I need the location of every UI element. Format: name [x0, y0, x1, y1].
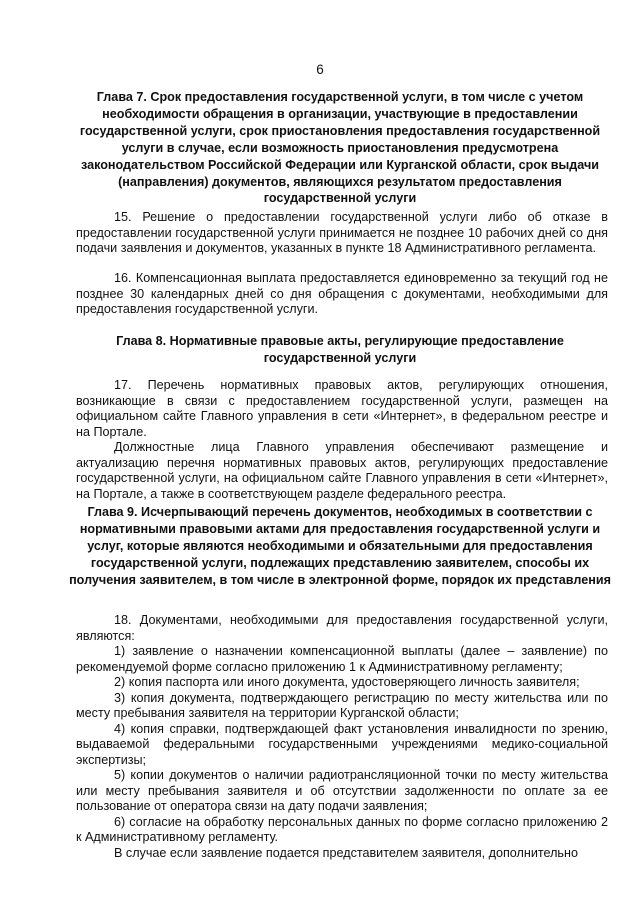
representative-clause: В случае если заявление подается представителем заявителя, дополнительно — [114, 845, 578, 860]
chapter-7-heading: Глава 7. Срок предоставления государственной услуги, в том числе с учетом необходимости обращения в организации, участвующие в предоставлении государственной услуги, срок приостановления предоставления государственной услуги в случае, если возможность приостановления предусмотрена законодательством Российской Федерации или Курганской области, срок выдачи (направления) документов, являющихся результатом предоставления государственной услуги — [79, 90, 601, 206]
chapter-9-heading: Глава 9. Исчерпывающий перечень документов, необходимых в соответствии с нормативными правовыми актами для предоставления государственной услуги и услуг, которые являются необходимыми и обязательными для предоставления государственной услуги, подлежащих представлению заявителем, способы их получения заявителем, в том числе в электронной форме, порядок их представления — [69, 505, 611, 587]
paragraph-17 — [76, 378, 608, 502]
paragraph-16 — [76, 271, 608, 318]
page-number: 6 — [316, 62, 324, 77]
paragraph-15 — [76, 210, 608, 257]
paragraph-18-intro: 18. Документами, необходимыми для предоставления государственной услуги, являются: — [76, 613, 608, 643]
paragraph-17-continued: Должностные лица Главного управления обеспечивают размещение и актуализацию перечня нормативных правовых актов, регулирующих предоставление государственной услуги, на официальном сайте Главного управления в сети «Интернет», на Портале, а также в соответствующем разделе федерального реестра. — [76, 440, 608, 501]
paragraph-15-text: 15. Решение о предоставлении государственной услуги либо об отказе в предоставлении государственной услуги принимается не позднее 10 рабочих дней со дня подачи заявления и документов, указанных в пункте 18 Административного регламента. — [76, 210, 608, 255]
paragraph-16-text: 16. Компенсационная выплата предоставляется единовременно за текущий год не позднее 30 календарных дней со дня обращения с документами, необходимыми для предоставления государственной услуги. — [76, 271, 608, 316]
document-list-item: 4) копия справки, подтверждающей факт установления инвалидности по зрению, выдаваемой федеральными государственными учреждениями медико-социальной экспертизы; — [76, 721, 608, 767]
document-list-item: 1) заявление о назначении компенсационной выплаты (далее – заявление) по рекомендуемой форме согласно приложению 1 к Административному регламенту; — [76, 644, 608, 674]
document-list-item: 2) копия паспорта или иного документа, удостоверяющего личность заявителя; — [114, 675, 580, 689]
document-list-item: 3) копия документа, подтверждающего регистрацию по месту жительства или по месту пребывания заявителя на территории Курганской области; — [76, 690, 608, 720]
document-list-item: 5) копии документов о наличии радиотрансляционной точки по месту жительства или месту пребывания заявителя и об отсутствии задолженности по оплате за ее пользование от оператора связи на дату подачи заявления; — [76, 768, 608, 813]
document-list-item: 6) согласие на обработку персональных данных по форме согласно приложению 2 к Административному регламенту. — [76, 814, 608, 844]
paragraph-18 — [76, 613, 608, 861]
paragraph-17-text: 17. Перечень нормативных правовых актов, регулирующих отношения, возникающие в связи с предоставлением государственной услуги, размещен на официальном сайте Главного управления в сети «Интернет», в федеральном реестре и на Портале. — [76, 378, 608, 439]
chapter-8-heading: Глава 8. Нормативные правовые акты, регулирующие предоставление государственной услуги — [116, 334, 564, 365]
